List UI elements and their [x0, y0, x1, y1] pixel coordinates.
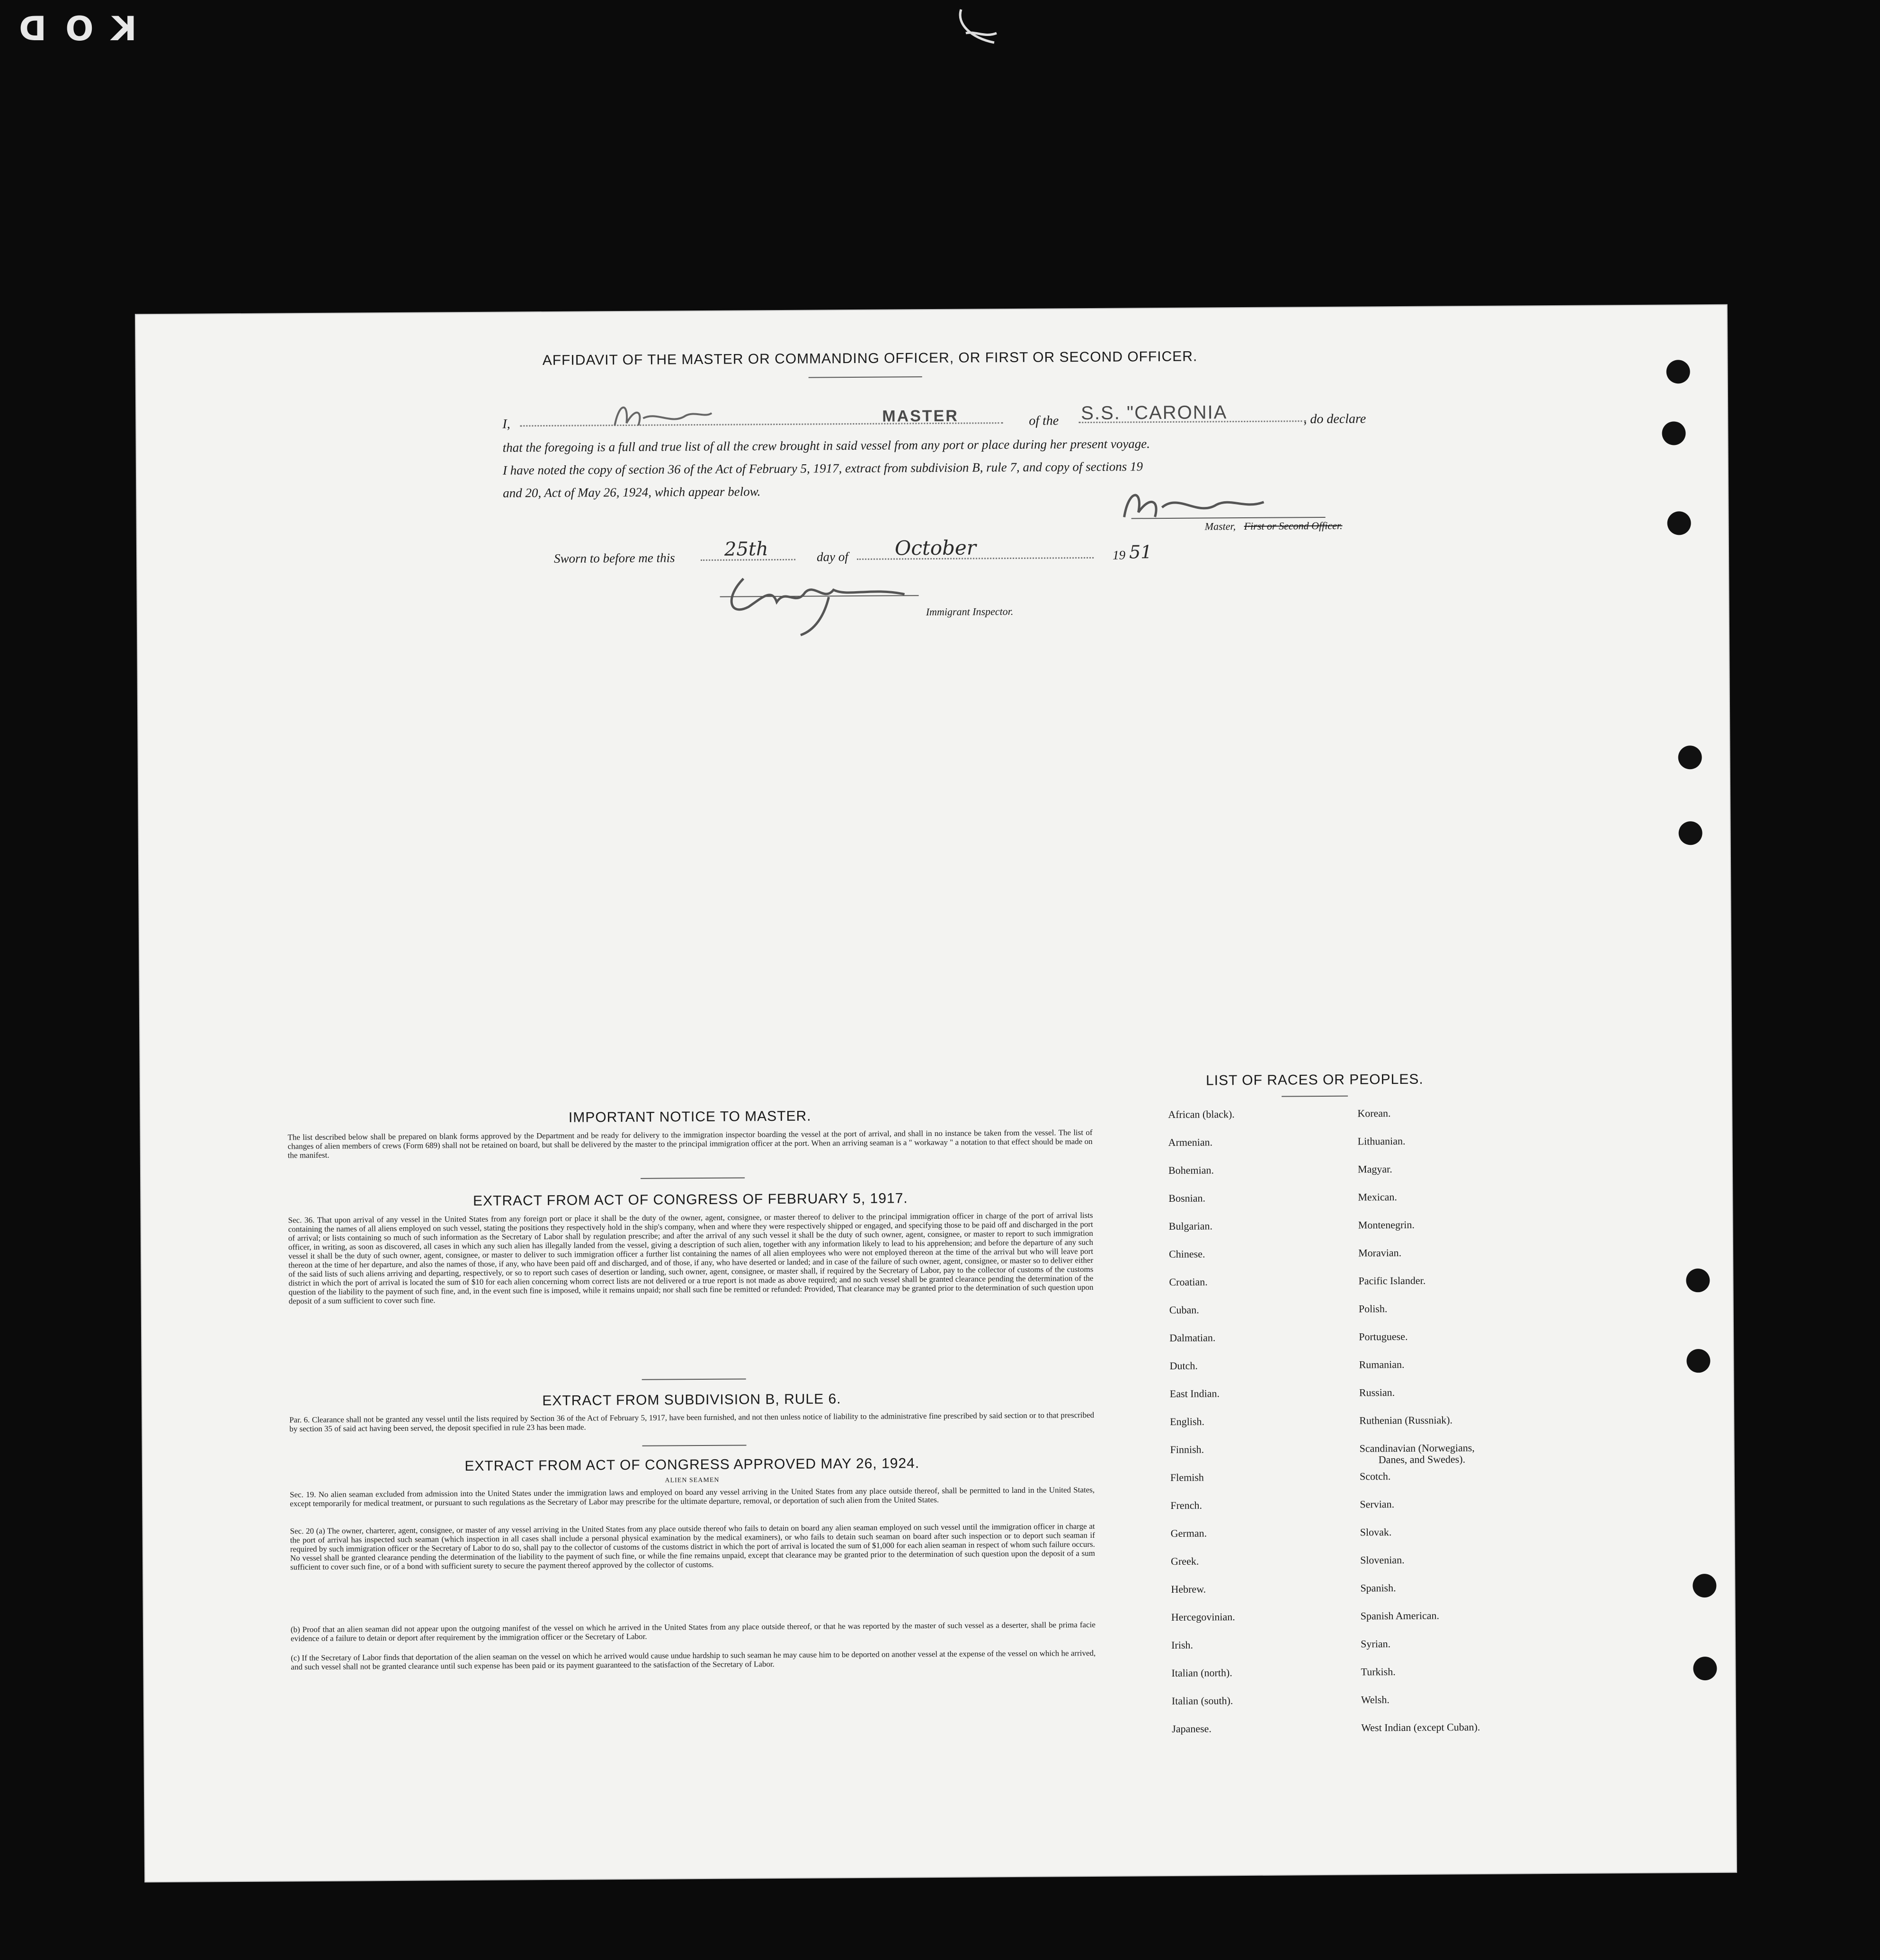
race-item: Welsh.: [1361, 1694, 1390, 1706]
race-item-text: Scandinavian (Norwegians,: [1359, 1442, 1475, 1454]
punch-hole-icon: [1679, 821, 1702, 845]
film-mark-icon: [952, 5, 1004, 52]
race-item: Portuguese.: [1359, 1330, 1408, 1343]
punch-hole-icon: [1662, 421, 1685, 445]
race-item: Slovenian.: [1360, 1553, 1405, 1566]
divider: [809, 376, 922, 378]
notice-text: The list described below shall be prepared on blank forms approved by the Department and be ready for delivery to the immigration inspector boarding the vessel at the port of arrival, and shall in no instance be taken from the vessel. The list of changes of alien members of crews (Form 689) shall not be retained on board, but shall be delivered by the master to the principal immigration officer at the port. When an arriving seaman is a " workaway " a notation to that effect should be made on the manifest.: [287, 1127, 1093, 1160]
race-item: Spanish American.: [1360, 1609, 1440, 1622]
act-1924-sec19: Sec. 19. No alien seaman excluded from admission into the United States under the immigration laws and employed on board any vessel arriving in the United States from any place outside thereof, shall be permitted to land in the United States, except temporarily for medical treatment, or pursuant to such regulations as the Secretary of Labor may prescribe for the ultimate departure, removal, or deportation of such alien from the United States.: [290, 1485, 1095, 1508]
day-of-label: day of: [816, 550, 848, 564]
race-item: Croatian.: [1169, 1276, 1208, 1288]
punch-hole-icon: [1686, 1349, 1710, 1373]
act-1917-title: EXTRACT FROM ACT OF CONGRESS OF FEBRUARY 5, 1917.: [472, 1190, 908, 1209]
punch-hole-icon: [1666, 360, 1690, 383]
notice-title: IMPORTANT NOTICE TO MASTER.: [568, 1108, 811, 1126]
act-1924-title: EXTRACT FROM ACT OF CONGRESS APPROVED MAY 26, 1924.: [464, 1455, 920, 1474]
race-item: Dalmatian.: [1169, 1331, 1216, 1344]
act-1924-subtitle: ALIEN SEAMEN: [665, 1476, 720, 1484]
ship-name-stamp: S.S. "CARONIA: [1081, 402, 1228, 424]
affidavit-title: AFFIDAVIT OF THE MASTER OR COMMANDING OFFICER, OR FIRST OR SECOND OFFICER.: [542, 348, 1198, 369]
race-item: Korean.: [1357, 1107, 1391, 1119]
punch-hole-icon: [1678, 745, 1702, 769]
race-item: Bohemian.: [1168, 1164, 1214, 1177]
race-item: Servian.: [1360, 1498, 1395, 1510]
document-page: [136, 305, 1736, 1881]
race-item: Syrian.: [1361, 1638, 1391, 1650]
race-item: Flemish: [1170, 1471, 1204, 1483]
race-item-continued: Danes, and Swedes).: [1378, 1453, 1466, 1466]
race-item: Cuban.: [1169, 1304, 1199, 1316]
race-item: Greek.: [1170, 1555, 1199, 1567]
act-1917-text: Sec. 36. That upon arrival of any vessel in the United States from any foreign port or place it shall be the duty of the owner, agent, consignee, or master thereof to deliver to the principal immigration officer in charge of the port of arrival lists containing the names of all aliens employed on such vessel, stating the positions they respectively hold in the ship's company, when and where they were respectively shipped or engaged, and specifying those to be paid off and discharged in the port of arrival; or lists containing so much of such information as the Secretary of Labor shall by regulation prescribe; and after the arrival of any such vessel it shall be the duty of such owner, agent, consignee, or master to report to such immigration officer, in writing, as soon as discovered, all cases in which any such alien has illegally landed from the vessel, giving a description of such alien, together with any information likely to lead to his apprehension; and before the departure of any such vessel it shall be the duty of such owner, agent, consignee, or master to deliver to such immigration officer a further list containing the names of all alien employees who were not employed thereon at the time of the arrival but who will leave port thereon at the time of her departure, and also the names of those, if any, who have been paid off and discharged, and of those, if any, who have deserted or landed; and in case of the failure of such owner, agent, consignee, or master so to deliver either of the said lists of such aliens arriving and departing, respectively, or so to report such cases of desertion or landing, such owner, agent, consignee, or master shall, if required by the Secretary of Labor, pay to the collector of customs of the customs district in which the port of arrival is located the sum of $10 for each alien concerning whom correct lists are not delivered or a true report is not made as above required; and no such vessel shall be granted clearance pending the determination of the question of the liability to the payment of such fine, and, in the event such fine is imposed, while it remains unpaid; nor shall such fine be remitted or refunded: Provided, That clearance may be granted prior to the determination of such question upon deposit of a sum sufficient to cover such fine.: [288, 1210, 1094, 1306]
punch-hole-icon: [1693, 1574, 1716, 1597]
divider: [642, 1378, 746, 1380]
inspector-caption: Immigrant Inspector.: [926, 605, 1014, 618]
affidavit-line-3: I have noted the copy of section 36 of the Act of February 5, 1917, extract from subdivision B, rule 7, and copy of sections 19: [502, 459, 1143, 478]
sworn-month: October: [894, 536, 977, 560]
affidavit-line-2: that the foregoing is a full and true list of all the crew brought in said vessel from any port or place during her present voyage.: [502, 436, 1150, 455]
race-item: Italian (north).: [1171, 1667, 1232, 1679]
sworn-day: 25th: [724, 538, 768, 560]
race-item: Finnish.: [1170, 1443, 1204, 1455]
race-item: Ruthenian (Russniak).: [1359, 1414, 1453, 1427]
race-item: Lithuanian.: [1357, 1135, 1406, 1147]
race-item: West Indian (except Cuban).: [1361, 1721, 1480, 1734]
race-item: Slovak.: [1360, 1526, 1392, 1538]
race-item: Chinese.: [1169, 1248, 1205, 1260]
divider: [1282, 1096, 1348, 1097]
race-item: Moravian.: [1358, 1247, 1402, 1259]
race-item: English.: [1170, 1415, 1205, 1428]
race-item: French.: [1170, 1499, 1202, 1511]
race-item: Turkish.: [1361, 1666, 1396, 1678]
race-item: Spanish.: [1360, 1582, 1396, 1594]
affidavit-line-4: and 20, Act of May 26, 1924, which appear below.: [503, 484, 761, 500]
act-1924-sec20b: (b) Proof that an alien seaman did not appear upon the outgoing manifest of the vessel on which he arrived in the United States from any place outside thereof, or that he was reported by the master of such vessel as a deserter, shall be prima facie evidence of a failure to detain or deport after requirement by the immigration officer or the Secretary of Labor.: [290, 1620, 1096, 1643]
punch-hole-icon: [1693, 1657, 1717, 1680]
race-item: German.: [1170, 1527, 1207, 1539]
race-item: East Indian.: [1169, 1387, 1220, 1400]
race-item: Bosnian.: [1168, 1192, 1206, 1205]
race-item: [1360, 1441, 1596, 1470]
punch-hole-icon: [1667, 511, 1691, 535]
race-item: Bulgarian.: [1168, 1220, 1213, 1233]
race-item: Montenegrin.: [1358, 1218, 1415, 1231]
race-item: Hebrew.: [1171, 1583, 1206, 1595]
races-right-column: [1357, 1106, 1598, 1750]
rule6-title: EXTRACT FROM SUBDIVISION B, RULE 6.: [542, 1391, 841, 1409]
race-item: Magyar.: [1357, 1163, 1392, 1175]
do-declare-label: , do declare: [1303, 411, 1366, 427]
sworn-label: Sworn to before me this: [553, 550, 675, 566]
master-signature-icon: [610, 397, 714, 435]
act-1924-sec20c: (c) If the Secretary of Labor finds that deportation of the alien seaman on the vessel on which he arrived would cause undue hardship to such seaman he may cause him to be deported on another vessel at the expense of the vessel on which he arrived, and such vessel shall not be granted clearance until such expense has been paid or its payment guaranteed to the satisfaction of the Secretary of Labor.: [291, 1648, 1096, 1672]
race-item: Italian (south).: [1171, 1694, 1233, 1707]
race-item: Mexican.: [1358, 1191, 1397, 1203]
act-1924-sec20a: Sec. 20 (a) The owner, charterer, agent, consignee, or master of any vessel arriving in the United States from any place outside thereof who fails to detain on board any alien seaman employed on such vessel until the immigration officer in charge at the port of arrival has inspected such seaman (which inspection in all cases shall include a personal physical examination by the medical examiners), or who fails to detain such seaman on board after such inspection or to deport such seaman if required by such immigration officer or the Secretary of Labor to do so, shall pay to the collector of customs of the customs district in which the port of arrival is located the sum of $1,000 for each alien seaman in respect of whom such failure occurs. No vessel shall be granted clearance pending the determination of the liability to the payment of such fine, or while the fine remains unpaid, except that clearance may be granted prior to the determination of such question upon the deposit of a sum sufficient to cover such fine, or of a bond with sufficient surety to secure the payment thereof approved by the collector of customs.: [290, 1521, 1095, 1572]
race-item: African (black).: [1168, 1108, 1235, 1121]
inspector-signature-icon: [715, 568, 914, 640]
race-item: Russian.: [1359, 1386, 1395, 1399]
race-item: Armenian.: [1168, 1136, 1213, 1149]
races-left-column: [1168, 1108, 1342, 1751]
divider: [641, 1177, 745, 1179]
signature-caption-master: Master,: [1204, 520, 1236, 532]
affidavit-i-label: I,: [502, 417, 510, 432]
race-item: Pacific Islander.: [1358, 1274, 1426, 1287]
master-stamp: MASTER: [882, 407, 959, 426]
punch-hole-icon: [1686, 1268, 1710, 1292]
race-item: Scotch.: [1359, 1470, 1391, 1482]
year-prefix: 19: [1112, 548, 1126, 562]
race-item: Rumanian.: [1359, 1358, 1405, 1371]
races-title: LIST OF RACES OR PEOPLES.: [1205, 1071, 1424, 1089]
race-item: Dutch.: [1169, 1359, 1198, 1372]
divider: [642, 1445, 747, 1446]
year-suffix: 51: [1129, 541, 1152, 563]
race-item: Irish.: [1171, 1639, 1194, 1651]
race-item: Japanese.: [1172, 1722, 1212, 1735]
race-item: Polish.: [1358, 1303, 1388, 1315]
signature-caption-struck: First or Second Officer.: [1244, 519, 1343, 532]
film-edge-text: KOD: [0, 9, 137, 48]
race-item: Hercegovinian.: [1171, 1611, 1235, 1623]
of-the-label: of the: [1029, 413, 1059, 428]
rule6-text: Par. 6. Clearance shall not be granted any vessel until the lists required by Section 36 of the Act of February 5, 1917, have been furnished, and not then unless notice of liability to the administrative fine prescribed by said section or to that prescribed by section 35 of said act having been served, the deposit specified in rule 23 has been made.: [289, 1410, 1095, 1434]
